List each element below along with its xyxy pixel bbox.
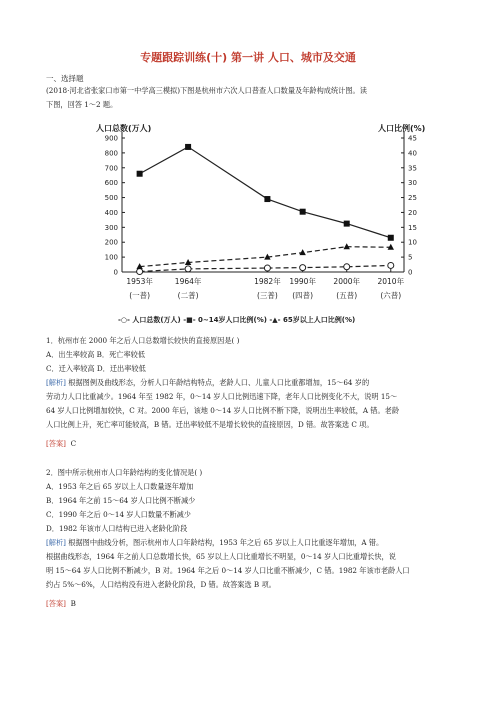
q1-answer-tag: [答案] (46, 439, 66, 448)
circle-marker (388, 262, 394, 268)
q1-analysis-line-4: 人口比例上升，死亡率可能较高，B 错。迁出率较低不是增长较快的直接原因，D 错。故答案选 C 项。 (46, 420, 374, 429)
intro-line-2: 下图，回答 1～2 题。 (46, 100, 118, 109)
y-right-tick-label: 25 (408, 194, 417, 203)
y-right-tick-label: 40 (408, 149, 417, 158)
q2-analysis-line-3: 明 15～64 岁人口比例不断减少，B 对。1964 年之后 0～14 岁人口比重不断减少，C 错。1982 年该市老龄人口 (46, 566, 410, 575)
census-label: (三普) (256, 291, 278, 300)
x-tick-label: 2010年 (377, 277, 405, 286)
y-right-title: 人口比例(%) (378, 124, 426, 133)
q2-analysis (46, 536, 456, 550)
y-right-tick-label: 45 (408, 134, 417, 143)
y-left-tick-label: 300 (104, 223, 118, 232)
q2-answer-tag: [答案] (46, 599, 66, 608)
q2-analysis-line-4: 约占 5%～6%，人口结构没有进入老龄化阶段，D 错。故答案选 B 项。 (46, 580, 276, 589)
y-left-tick-label: 800 (104, 149, 118, 158)
chart-axes (122, 132, 404, 272)
census-label: (二普) (177, 291, 199, 300)
circle-marker (185, 266, 191, 272)
q2-stem: 2．图中所示杭州市人口年龄结构的变化情况是( ) (46, 468, 203, 477)
y-left-tick-label: 900 (104, 134, 118, 143)
square-marker (388, 235, 394, 241)
square-marker (300, 209, 306, 215)
y-right-tick-label: 0 (408, 268, 413, 277)
y-left-tick-label: 500 (104, 194, 118, 203)
q2-answer (46, 597, 456, 611)
circle-marker (137, 269, 143, 275)
q2-option-a: A．1953 年之后 65 岁以上人口数量逐年增加 (46, 482, 194, 491)
y-right-tick-label: 10 (408, 238, 417, 247)
page-title: 专题跟踪训练(十) 第一讲 人口、城市及交通 (140, 51, 356, 64)
y-right-tick-label: 5 (408, 253, 413, 262)
y-left-tick-label: 200 (104, 238, 118, 247)
chart-ticks (105, 135, 417, 301)
triangle-marker (299, 249, 305, 255)
question-1 (46, 334, 456, 451)
series-line (140, 147, 391, 238)
q2-answer-value: B (70, 599, 76, 608)
question-2 (46, 466, 456, 611)
census-label: (五普) (336, 291, 358, 300)
y-left-tick-label: 0 (113, 268, 118, 277)
series-line (140, 247, 391, 267)
square-marker (264, 196, 270, 202)
q2-option-d: D．1982 年该市人口结构已进入老龄化阶段 (46, 524, 188, 533)
square-marker (137, 171, 143, 177)
y-left-tick-label: 700 (104, 164, 118, 173)
census-label: (六普) (380, 291, 402, 300)
q1-analysis-tag: [解析] (46, 378, 66, 387)
intro-line-1: (2018·河北省张家口市第一中学高三模拟)下图是杭州市六次人口普查人口数量及年龄构成统计图。读 (46, 86, 367, 95)
y-left-title: 人口总数(万人) (96, 124, 152, 133)
y-left-tick-label: 100 (104, 253, 118, 262)
q1-stem: 1．杭州市在 2000 年之后人口总数增长较快的直接原因是( ) (46, 336, 240, 345)
circle-marker (344, 264, 350, 270)
circle-marker (300, 265, 306, 271)
circle-marker (264, 265, 270, 271)
chart-series (140, 147, 391, 272)
q1-options-cd: C．迁入率较高 D．迁出率较低 (46, 364, 146, 373)
y-left-tick-label: 600 (104, 179, 118, 188)
q1-answer (46, 437, 456, 451)
q2-option-c: C．1990 年之后 0～14 岁人口数量不断减少 (46, 510, 191, 519)
section-heading: 一、选择题 (46, 74, 84, 83)
x-tick-label: 1964年 (174, 277, 202, 286)
q2-analysis-tag: [解析] (46, 538, 66, 547)
y-right-tick-label: 35 (408, 164, 417, 173)
q2-analysis-line-2: 根据曲线形态，1964 年之前人口总数增长快，65 岁以上人口比重增长不明显，0～14 岁人口比重增长快，说 (46, 552, 396, 561)
q1-analysis-line-3: 64 岁人口比例增加较快，C 对。2000 年后，该地 0～14 岁人口比例不断下降，说明出生率较低，A 错。老龄 (46, 406, 400, 415)
q1-analysis-line-2: 劳动力人口比重减少。1964 年至 1982 年，0～14 岁人口比例迅速下降，老年人口比例变化不大，说明 15～ (46, 392, 398, 401)
q1-answer-value: C (70, 439, 77, 448)
x-tick-label: 1982年 (254, 277, 281, 286)
y-right-tick-label: 30 (408, 179, 417, 188)
square-marker (344, 221, 350, 227)
q1-analysis-line-1: 根据图例及曲线形态，分析人口年龄结构特点，老龄人口、儿童人口比重都增加，15～64 岁的 (65, 378, 370, 387)
y-right-tick-label: 20 (408, 208, 417, 217)
q2-analysis-line-1: 根据图中曲线分析，图示杭州市人口年龄结构，1953 年之后 65 岁以上人口比重逐年增加，A 错。 (65, 538, 384, 547)
q1-options-ab: A．出生率较高 B．死亡率较低 (46, 350, 146, 359)
census-label: (四普) (292, 291, 314, 300)
census-label: (一普) (129, 291, 151, 300)
x-tick-label: 2000年 (333, 277, 361, 286)
x-tick-label: 1953年 (126, 277, 153, 286)
q1-analysis (46, 376, 456, 390)
q2-option-b: B．1964 年之前 15～64 岁人口比例不断减少 (46, 496, 196, 505)
chart-legend: -○- 人口总数(万人) -■- 0~14岁人口比例(%) -▲- 65岁以上人口比例(%) (118, 316, 356, 324)
square-marker (185, 144, 191, 150)
chart-markers (136, 144, 394, 275)
y-right-tick-label: 15 (408, 223, 417, 232)
x-tick-label: 1990年 (289, 277, 316, 286)
y-left-tick-label: 400 (104, 208, 118, 217)
